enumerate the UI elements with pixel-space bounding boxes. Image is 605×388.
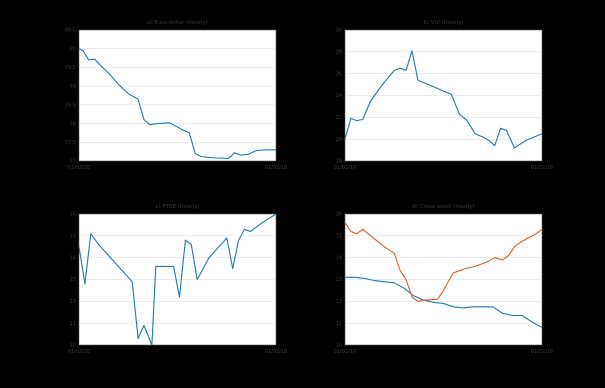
y-tick-label-a: 78 [69, 121, 76, 128]
y-tick-label-d: 10 [335, 342, 342, 349]
y-tick-label-d: 14 [335, 255, 342, 262]
chart-title-d: d) Cross-asset (hourly) [412, 204, 475, 210]
y-tick-label-d: 16 [335, 211, 342, 218]
y-tick-label-b: 20 [335, 136, 342, 143]
x-tick-label-d: 01/02/18 [530, 349, 554, 355]
x-tick-label-a: 01/02/18 [67, 165, 91, 171]
y-tick-label-b: 22 [335, 115, 342, 122]
chart-panel-c [68, 204, 287, 355]
x-tick-label-c: 01/02/18 [67, 349, 91, 355]
y-tick-label-c: 14 [69, 255, 76, 262]
y-tick-label-b: 18 [335, 158, 342, 165]
y-tick-label-a: 80 [69, 46, 76, 53]
y-tick-label-c: 16 [69, 211, 76, 218]
chart-panel-b [334, 20, 553, 171]
y-tick-label-a: 77 [69, 158, 76, 165]
chart-panel-d [334, 204, 553, 355]
chart-title-a: a) Euro-dollar (hourly) [147, 20, 208, 26]
y-tick-label-b: 28 [335, 49, 342, 56]
plot-area-a [79, 30, 276, 161]
y-tick-label-b: 30 [335, 27, 342, 34]
y-tick-label-c: 10 [69, 342, 76, 349]
y-tick-label-a: 77.5 [64, 139, 76, 146]
y-tick-label-c: 11 [69, 320, 76, 327]
x-tick-label-c: 01/02/18 [264, 349, 288, 355]
x-tick-label-b: 01/02/18 [333, 165, 357, 171]
chart-title-c: c) FTSE (hourly) [155, 204, 200, 210]
y-tick-label-d: 15 [335, 233, 342, 240]
x-tick-label-b: 01/02/18 [530, 165, 554, 171]
chart-title-b: b) VIX (hourly) [423, 20, 464, 26]
y-tick-label-a: 80.5 [64, 27, 76, 34]
chart-panel-a [65, 20, 287, 171]
x-tick-label-a: 01/02/18 [264, 165, 288, 171]
y-tick-label-a: 78.5 [64, 102, 76, 109]
y-tick-label-c: 13 [69, 277, 76, 284]
y-tick-label-b: 24 [335, 93, 342, 100]
y-tick-label-a: 79.5 [64, 65, 76, 72]
y-tick-label-d: 11 [335, 320, 342, 327]
y-tick-label-c: 15 [69, 233, 76, 240]
y-tick-label-c: 12 [69, 299, 76, 306]
y-tick-label-b: 26 [335, 71, 342, 78]
y-tick-label-d: 12 [335, 299, 342, 306]
y-tick-label-d: 13 [335, 277, 342, 284]
x-tick-label-d: 01/02/18 [333, 349, 357, 355]
y-tick-label-a: 79 [69, 83, 76, 90]
